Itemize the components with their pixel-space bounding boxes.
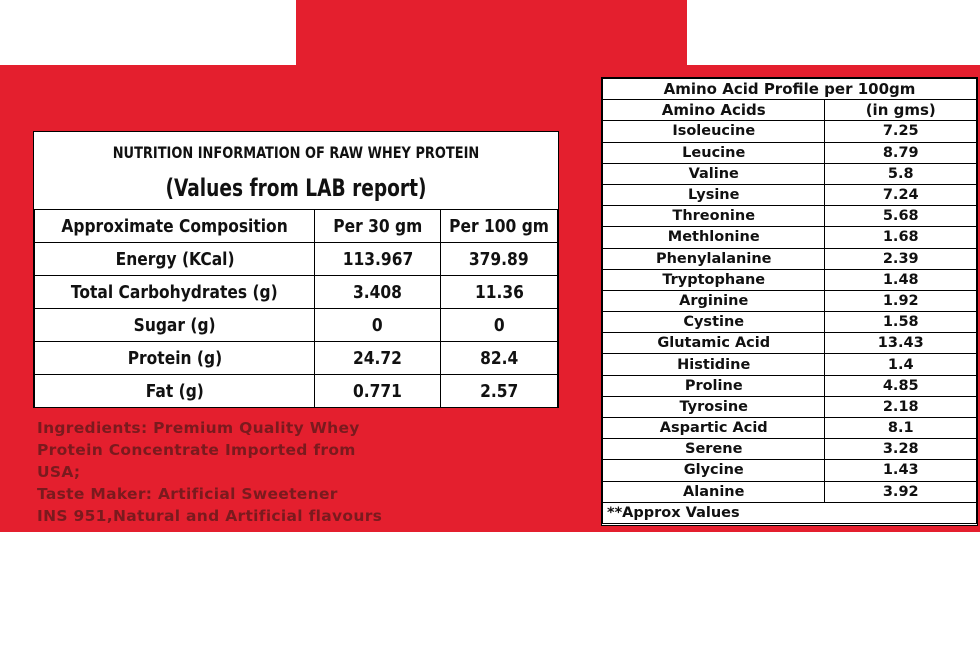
amino-acid-value: 4.85 bbox=[825, 375, 977, 396]
amino-acid-name: Threonine bbox=[603, 206, 825, 227]
amino-row bbox=[603, 333, 977, 354]
value-per-100gm: 379.89 bbox=[440, 243, 557, 276]
amino-row bbox=[603, 460, 977, 481]
amino-row bbox=[603, 439, 977, 460]
amino-acid-name: Leucine bbox=[603, 142, 825, 163]
amino-acid-value: 13.43 bbox=[825, 333, 977, 354]
amino-acid-name: Serene bbox=[603, 439, 825, 460]
amino-row bbox=[603, 481, 977, 502]
amino-row bbox=[603, 248, 977, 269]
amino-acid-value: 1.92 bbox=[825, 290, 977, 311]
value-per-30gm: 0.771 bbox=[315, 375, 441, 408]
amino-acid-value: 5.68 bbox=[825, 206, 977, 227]
amino-row bbox=[603, 396, 977, 417]
amino-title-row bbox=[603, 79, 977, 100]
amino-row bbox=[603, 312, 977, 333]
ingredients-line: Ingredients: Premium Quality Whey bbox=[37, 419, 360, 437]
nutrition-info-table bbox=[33, 131, 559, 408]
value-per-100gm: 0 bbox=[440, 309, 557, 342]
ingredients-text bbox=[37, 417, 487, 527]
nutrition-subtitle: (Values from LAB report) bbox=[165, 174, 427, 202]
nutrient-name: Sugar (g) bbox=[35, 309, 315, 342]
amino-row bbox=[603, 163, 977, 184]
amino-row bbox=[603, 227, 977, 248]
amino-header-row bbox=[603, 100, 977, 121]
value-per-30gm: 113.967 bbox=[315, 243, 441, 276]
amino-acid-name: Proline bbox=[603, 375, 825, 396]
amino-acid-value: 3.92 bbox=[825, 481, 977, 502]
amino-acid-value: 7.24 bbox=[825, 184, 977, 205]
nutrition-row bbox=[35, 309, 558, 342]
amino-row bbox=[603, 121, 977, 142]
amino-acid-value: 8.79 bbox=[825, 142, 977, 163]
amino-acid-name: Isoleucine bbox=[603, 121, 825, 142]
amino-row bbox=[603, 206, 977, 227]
nutrition-row bbox=[35, 375, 558, 408]
value-per-30gm: 24.72 bbox=[315, 342, 441, 375]
header-per-100gm: Per 100 gm bbox=[440, 210, 557, 243]
amino-acid-value: 1.48 bbox=[825, 269, 977, 290]
amino-acid-name: Phenylalanine bbox=[603, 248, 825, 269]
header-per-30gm: Per 30 gm bbox=[315, 210, 441, 243]
nutrition-title: NUTRITION INFORMATION OF RAW WHEY PROTEIN bbox=[112, 143, 480, 162]
value-per-100gm: 82.4 bbox=[440, 342, 557, 375]
nutrient-name: Total Carbohydrates (g) bbox=[35, 276, 315, 309]
amino-row bbox=[603, 354, 977, 375]
amino-acid-name: Methlonine bbox=[603, 227, 825, 248]
amino-row bbox=[603, 418, 977, 439]
amino-acid-value: 2.39 bbox=[825, 248, 977, 269]
value-per-100gm: 11.36 bbox=[440, 276, 557, 309]
amino-acid-value: 8.1 bbox=[825, 418, 977, 439]
amino-row bbox=[603, 142, 977, 163]
amino-row bbox=[603, 375, 977, 396]
amino-row bbox=[603, 184, 977, 205]
nutrition-grid bbox=[34, 209, 558, 408]
amino-row bbox=[603, 269, 977, 290]
amino-title: Amino Acid Profile per 100gm bbox=[603, 79, 977, 100]
amino-acid-name: Arginine bbox=[603, 290, 825, 311]
amino-acid-name: Valine bbox=[603, 163, 825, 184]
amino-note-row bbox=[603, 502, 977, 523]
amino-acid-name: Glycine bbox=[603, 460, 825, 481]
amino-acid-name: Lysine bbox=[603, 184, 825, 205]
nutrient-name: Energy (KCal) bbox=[35, 243, 315, 276]
amino-acid-value: 1.4 bbox=[825, 354, 977, 375]
amino-acid-value: 7.25 bbox=[825, 121, 977, 142]
header-amino-acids: Amino Acids bbox=[603, 100, 825, 121]
ingredients-line: USA; bbox=[37, 463, 81, 481]
amino-acid-value: 5.8 bbox=[825, 163, 977, 184]
ingredients-line: Taste Maker: Artificial Sweetener bbox=[37, 485, 338, 503]
nutrition-row bbox=[35, 342, 558, 375]
amino-acid-value: 3.28 bbox=[825, 439, 977, 460]
amino-acid-name: Tryptophane bbox=[603, 269, 825, 290]
amino-acid-name: Aspartic Acid bbox=[603, 418, 825, 439]
amino-acid-value: 2.18 bbox=[825, 396, 977, 417]
amino-row bbox=[603, 290, 977, 311]
value-per-30gm: 3.408 bbox=[315, 276, 441, 309]
amino-acid-value: 1.68 bbox=[825, 227, 977, 248]
amino-acid-value: 1.58 bbox=[825, 312, 977, 333]
nutrient-name: Fat (g) bbox=[35, 375, 315, 408]
value-per-30gm: 0 bbox=[315, 309, 441, 342]
nutrition-row bbox=[35, 243, 558, 276]
nutrient-name: Protein (g) bbox=[35, 342, 315, 375]
value-per-100gm: 2.57 bbox=[440, 375, 557, 408]
amino-grid bbox=[602, 78, 977, 524]
approx-values-note: **Approx Values bbox=[603, 502, 977, 523]
amino-acid-name: Glutamic Acid bbox=[603, 333, 825, 354]
nutrition-row bbox=[35, 276, 558, 309]
header-in-gms: (in gms) bbox=[825, 100, 977, 121]
amino-acid-name: Alanine bbox=[603, 481, 825, 502]
ingredients-line: Protein Concentrate Imported from bbox=[37, 441, 356, 459]
amino-acid-name: Cystine bbox=[603, 312, 825, 333]
amino-acid-table bbox=[601, 77, 978, 526]
amino-acid-value: 1.43 bbox=[825, 460, 977, 481]
amino-acid-name: Histidine bbox=[603, 354, 825, 375]
header-composition: Approximate Composition bbox=[35, 210, 315, 243]
amino-acid-name: Tyrosine bbox=[603, 396, 825, 417]
nutrition-header-row bbox=[35, 210, 558, 243]
red-top-band bbox=[296, 0, 687, 70]
ingredients-line: INS 951,Natural and Artificial flavours bbox=[37, 507, 383, 525]
